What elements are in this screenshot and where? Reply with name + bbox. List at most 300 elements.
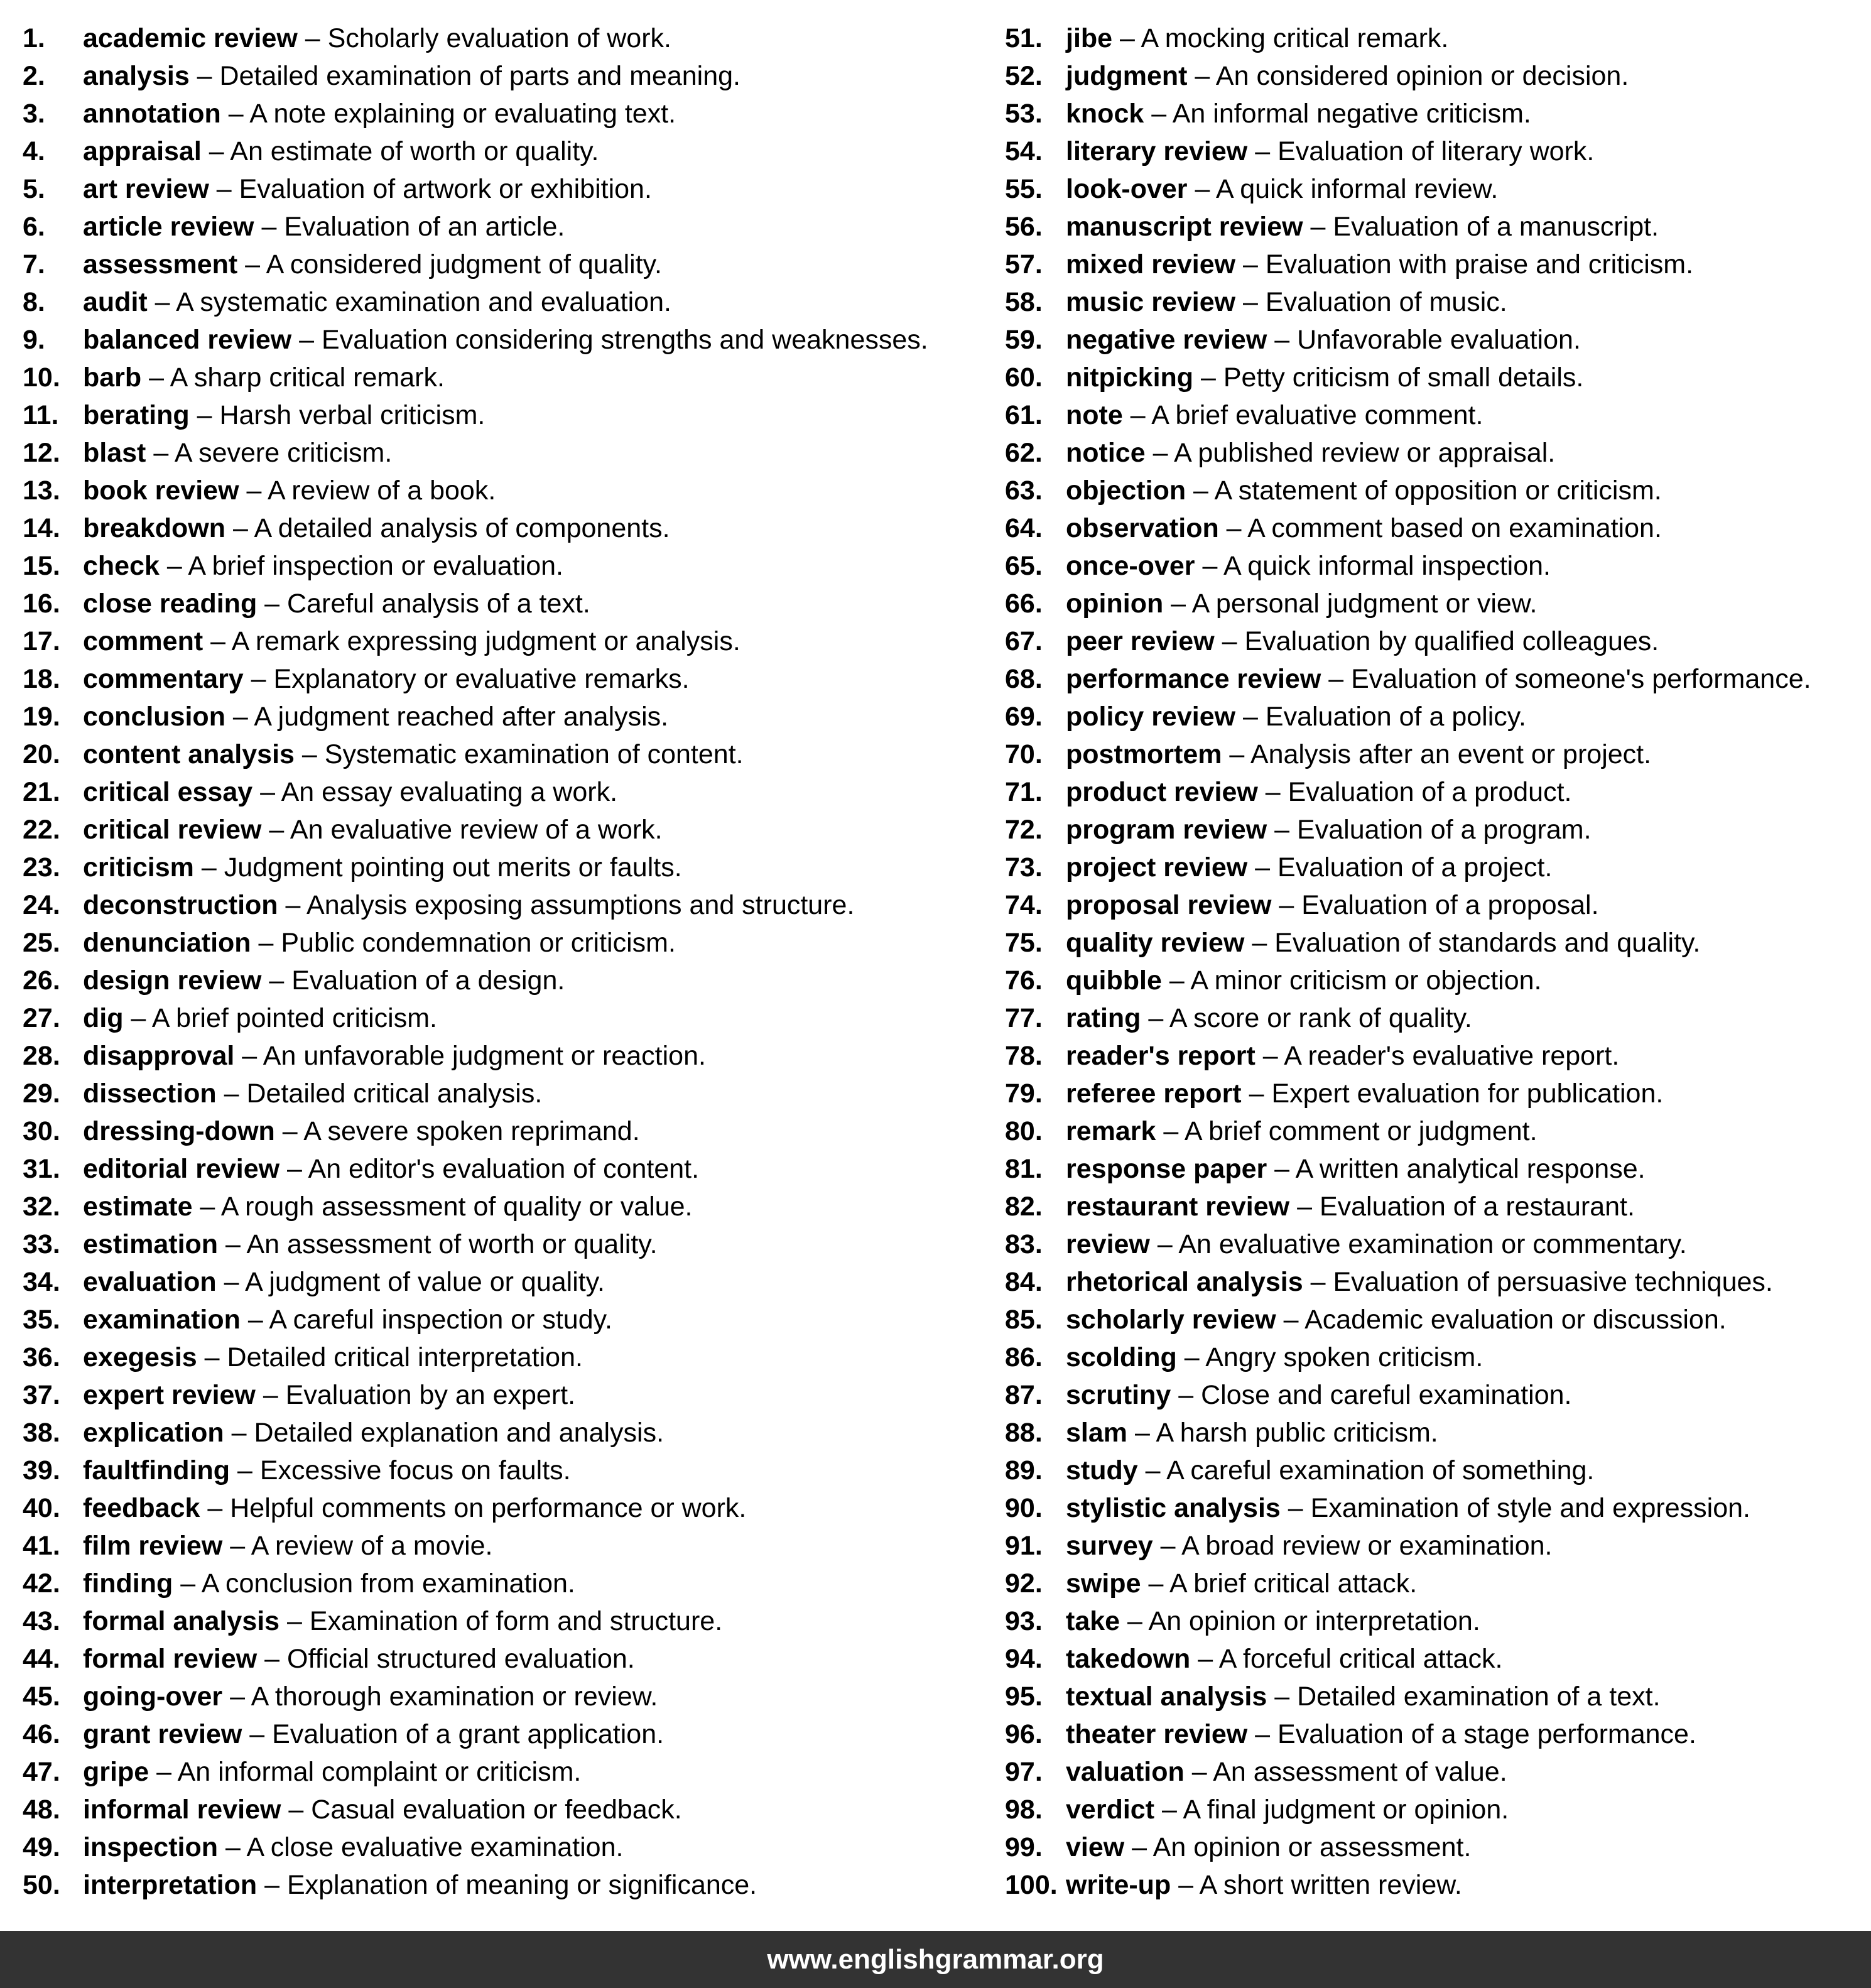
item-definition: Academic evaluation or discussion. xyxy=(1304,1305,1727,1335)
item-definition: A careful inspection or study. xyxy=(269,1305,612,1335)
list-item xyxy=(1005,396,1871,434)
item-separator: – xyxy=(1257,777,1288,807)
item-term: literary review xyxy=(1066,136,1248,166)
item-number: 83. xyxy=(1005,1229,1043,1259)
item-definition: Detailed explanation and analysis. xyxy=(254,1418,664,1448)
item-term: estimate xyxy=(83,1192,193,1222)
item-term: scolding xyxy=(1066,1342,1177,1372)
item-term: editorial review xyxy=(83,1154,280,1184)
item-term: negative review xyxy=(1066,325,1267,355)
item-term: performance review xyxy=(1066,664,1321,694)
item-number: 9. xyxy=(23,325,45,355)
word-list-column-left xyxy=(23,19,1002,1904)
list-item xyxy=(23,283,1002,321)
item-number: 92. xyxy=(1005,1568,1043,1599)
list-item xyxy=(1005,1339,1871,1376)
item-number: 91. xyxy=(1005,1531,1043,1561)
item-separator: – xyxy=(1235,702,1266,732)
item-separator: – xyxy=(1184,1757,1213,1787)
item-definition: Official structured evaluation. xyxy=(287,1644,635,1674)
item-term: design review xyxy=(83,965,262,996)
item-separator: – xyxy=(201,136,230,166)
item-term: blast xyxy=(83,438,146,468)
item-definition: Explanatory or evaluative remarks. xyxy=(273,664,690,694)
list-item xyxy=(23,321,1002,359)
item-term: critical essay xyxy=(83,777,253,807)
item-separator: – xyxy=(141,362,170,393)
item-separator: – xyxy=(225,702,254,732)
item-term: policy review xyxy=(1066,702,1236,732)
item-definition: A harsh public criticism. xyxy=(1156,1418,1438,1448)
item-term: exegesis xyxy=(83,1342,197,1372)
item-definition: A brief pointed criticism. xyxy=(151,1003,437,1033)
item-number: 48. xyxy=(23,1795,60,1825)
list-item xyxy=(1005,1791,1871,1828)
item-number: 11. xyxy=(23,400,59,430)
list-item xyxy=(23,509,1002,547)
item-term: feedback xyxy=(83,1493,200,1523)
item-definition: A rough assessment of quality or value. xyxy=(220,1192,693,1222)
word-list xyxy=(0,19,1871,1904)
item-number: 67. xyxy=(1005,626,1043,656)
item-definition: Detailed critical analysis. xyxy=(246,1078,543,1109)
item-definition: Evaluation of a manuscript. xyxy=(1333,212,1659,242)
item-definition: A systematic examination and evaluation. xyxy=(176,287,671,317)
item-definition: A short written review. xyxy=(1199,1870,1462,1900)
item-definition: A written analytical response. xyxy=(1295,1154,1646,1184)
item-definition: Evaluation of standards and quality. xyxy=(1274,928,1701,958)
item-separator: – xyxy=(216,1078,247,1109)
list-item xyxy=(23,886,1002,924)
item-term: objection xyxy=(1066,475,1186,506)
item-separator: – xyxy=(257,589,288,619)
footer-bar xyxy=(0,1931,1871,1988)
item-definition: A statement of opposition or criticism. xyxy=(1214,475,1662,506)
item-term: evaluation xyxy=(83,1267,217,1297)
item-term: takedown xyxy=(1066,1644,1191,1674)
item-separator: – xyxy=(1145,438,1174,468)
item-definition: A broad review or examination. xyxy=(1181,1531,1553,1561)
item-separator: – xyxy=(1122,400,1152,430)
list-item xyxy=(1005,1640,1871,1678)
item-number: 17. xyxy=(23,626,60,656)
item-term: interpretation xyxy=(83,1870,258,1900)
item-term: conclusion xyxy=(83,702,225,732)
item-definition: Expert evaluation for publication. xyxy=(1271,1078,1664,1109)
item-term: reader's report xyxy=(1066,1041,1255,1071)
item-term: estimation xyxy=(83,1229,219,1259)
item-definition: Evaluation of a policy. xyxy=(1265,702,1527,732)
item-number: 89. xyxy=(1005,1455,1043,1486)
item-separator: – xyxy=(203,626,232,656)
item-number: 74. xyxy=(1005,890,1043,920)
item-definition: Evaluation of persuasive techniques. xyxy=(1333,1267,1773,1297)
item-separator: – xyxy=(278,890,307,920)
item-number: 12. xyxy=(23,438,60,468)
list-item xyxy=(1005,472,1871,509)
item-separator: – xyxy=(1137,1455,1167,1486)
item-number: 93. xyxy=(1005,1606,1043,1636)
item-definition: Analysis after an event or project. xyxy=(1250,739,1652,769)
item-separator: – xyxy=(149,1757,178,1787)
item-term: expert review xyxy=(83,1380,256,1410)
item-term: knock xyxy=(1066,99,1144,129)
item-term: faultfinding xyxy=(83,1455,230,1486)
item-separator: – xyxy=(1154,1795,1183,1825)
item-definition: Examination of style and expression. xyxy=(1310,1493,1750,1523)
list-item xyxy=(1005,1225,1871,1263)
item-definition: An considered opinion or decision. xyxy=(1215,61,1629,91)
list-item xyxy=(1005,509,1871,547)
item-term: audit xyxy=(83,287,148,317)
list-item xyxy=(1005,1188,1871,1225)
item-number: 42. xyxy=(23,1568,60,1599)
item-definition: A careful examination of something. xyxy=(1166,1455,1595,1486)
item-term: assessment xyxy=(83,249,238,280)
item-term: quality review xyxy=(1066,928,1245,958)
list-item xyxy=(1005,698,1871,736)
list-item xyxy=(1005,57,1871,95)
list-item xyxy=(23,19,1002,57)
item-number: 21. xyxy=(23,777,60,807)
item-definition: Excessive focus on faults. xyxy=(259,1455,571,1486)
item-separator: – xyxy=(261,815,290,845)
item-definition: A personal judgment or view. xyxy=(1191,589,1537,619)
item-term: study xyxy=(1066,1455,1138,1486)
list-item xyxy=(1005,585,1871,622)
list-item xyxy=(23,170,1002,208)
item-separator: – xyxy=(218,1832,247,1862)
item-number: 22. xyxy=(23,815,60,845)
list-item xyxy=(23,962,1002,999)
item-number: 72. xyxy=(1005,815,1043,845)
list-item xyxy=(23,736,1002,773)
item-definition: An opinion or assessment. xyxy=(1152,1832,1472,1862)
item-number: 2. xyxy=(23,61,45,91)
item-separator: – xyxy=(1141,1568,1169,1599)
item-definition: A brief comment or judgment. xyxy=(1184,1116,1537,1146)
item-definition: A note explaining or evaluating text. xyxy=(249,99,676,129)
item-number: 69. xyxy=(1005,702,1043,732)
item-definition: Evaluation considering strengths and weaknesses. xyxy=(322,325,928,355)
list-item xyxy=(1005,170,1871,208)
item-definition: Helpful comments on performance or work. xyxy=(230,1493,747,1523)
item-number: 35. xyxy=(23,1305,60,1335)
item-definition: Detailed critical interpretation. xyxy=(227,1342,583,1372)
item-separator: – xyxy=(1244,928,1275,958)
item-number: 59. xyxy=(1005,325,1043,355)
item-term: slam xyxy=(1066,1418,1128,1448)
list-item xyxy=(1005,1753,1871,1791)
list-item xyxy=(1005,660,1871,698)
item-term: check xyxy=(83,551,160,581)
item-definition: A comment based on examination. xyxy=(1247,513,1662,543)
item-number: 60. xyxy=(1005,362,1043,393)
item-definition: A close evaluative examination. xyxy=(246,1832,624,1862)
list-item xyxy=(1005,1565,1871,1602)
item-definition: An essay evaluating a work. xyxy=(281,777,618,807)
item-definition: Evaluation of a restaurant. xyxy=(1319,1192,1635,1222)
item-number: 62. xyxy=(1005,438,1043,468)
item-number: 61. xyxy=(1005,400,1043,430)
item-number: 5. xyxy=(23,174,45,204)
item-number: 68. xyxy=(1005,664,1043,694)
list-item xyxy=(23,622,1002,660)
item-separator: – xyxy=(257,1644,288,1674)
item-number: 19. xyxy=(23,702,60,732)
item-definition: A thorough examination or review. xyxy=(251,1681,658,1712)
item-term: peer review xyxy=(1066,626,1215,656)
list-item xyxy=(1005,1452,1871,1489)
item-definition: A judgment of value or quality. xyxy=(245,1267,605,1297)
item-separator: – xyxy=(255,1380,286,1410)
list-item xyxy=(1005,1602,1871,1640)
item-separator: – xyxy=(220,99,250,129)
item-term: going-over xyxy=(83,1681,223,1712)
item-separator: – xyxy=(146,438,175,468)
item-number: 57. xyxy=(1005,249,1043,280)
item-term: proposal review xyxy=(1066,890,1272,920)
item-separator: – xyxy=(1141,1003,1169,1033)
item-term: theater review xyxy=(1066,1719,1248,1749)
item-number: 82. xyxy=(1005,1192,1043,1222)
item-separator: – xyxy=(225,513,254,543)
item-number: 31. xyxy=(23,1154,60,1184)
list-item xyxy=(1005,434,1871,472)
list-item xyxy=(23,1791,1002,1828)
item-separator: – xyxy=(254,212,285,242)
item-separator: – xyxy=(209,174,239,204)
item-definition: A brief inspection or evaluation. xyxy=(188,551,563,581)
item-definition: An unfavorable judgment or reaction. xyxy=(263,1041,706,1071)
list-item xyxy=(23,1602,1002,1640)
item-term: art review xyxy=(83,174,209,204)
item-number: 20. xyxy=(23,739,60,769)
item-term: explication xyxy=(83,1418,224,1448)
item-number: 70. xyxy=(1005,739,1043,769)
item-term: dig xyxy=(83,1003,124,1033)
item-separator: – xyxy=(147,287,176,317)
item-term: analysis xyxy=(83,61,190,91)
list-item xyxy=(1005,1828,1871,1866)
item-definition: An assessment of value. xyxy=(1213,1757,1507,1787)
item-number: 75. xyxy=(1005,928,1043,958)
item-number: 98. xyxy=(1005,1795,1043,1825)
item-separator: – xyxy=(1247,1719,1278,1749)
item-number: 40. xyxy=(23,1493,60,1523)
item-term: critical review xyxy=(83,815,262,845)
list-item xyxy=(23,1414,1002,1452)
item-number: 47. xyxy=(23,1757,60,1787)
list-item xyxy=(1005,924,1871,962)
item-term: formal analysis xyxy=(83,1606,280,1636)
item-separator: – xyxy=(279,1154,308,1184)
list-item xyxy=(23,1188,1002,1225)
list-item xyxy=(23,773,1002,811)
item-term: survey xyxy=(1066,1531,1153,1561)
item-definition: Evaluation of a program. xyxy=(1297,815,1592,845)
item-definition: An evaluative examination or commentary. xyxy=(1178,1229,1687,1259)
item-term: formal review xyxy=(83,1644,258,1674)
item-definition: A detailed analysis of components. xyxy=(254,513,670,543)
list-item xyxy=(1005,208,1871,246)
item-number: 25. xyxy=(23,928,60,958)
item-separator: – xyxy=(1241,1078,1272,1109)
item-separator: – xyxy=(1267,325,1298,355)
item-separator: – xyxy=(1267,815,1298,845)
item-definition: A forceful critical attack. xyxy=(1218,1644,1503,1674)
item-separator: – xyxy=(279,1606,310,1636)
item-definition: Evaluation of a project. xyxy=(1277,852,1553,883)
item-separator: – xyxy=(257,1870,287,1900)
item-definition: An informal complaint or criticism. xyxy=(177,1757,582,1787)
list-item xyxy=(1005,95,1871,133)
item-definition: Evaluation of music. xyxy=(1265,287,1507,317)
item-number: 76. xyxy=(1005,965,1043,996)
list-item xyxy=(23,434,1002,472)
footer-url: www.englishgrammar.org xyxy=(767,1944,1104,1975)
item-number: 41. xyxy=(23,1531,60,1561)
item-separator: – xyxy=(1120,1606,1149,1636)
item-separator: – xyxy=(1255,1041,1284,1071)
item-separator: – xyxy=(1186,475,1215,506)
item-term: jibe xyxy=(1066,23,1113,53)
list-item xyxy=(23,472,1002,509)
item-term: inspection xyxy=(83,1832,219,1862)
item-number: 6. xyxy=(23,212,45,242)
item-number: 27. xyxy=(23,1003,60,1033)
item-separator: – xyxy=(243,664,274,694)
item-definition: A mocking critical remark. xyxy=(1141,23,1449,53)
item-term: commentary xyxy=(83,664,244,694)
list-item xyxy=(1005,886,1871,924)
item-definition: Evaluation of a stage performance. xyxy=(1277,1719,1696,1749)
list-item xyxy=(23,1376,1002,1414)
item-number: 37. xyxy=(23,1380,60,1410)
item-number: 1. xyxy=(23,23,45,53)
list-item xyxy=(1005,849,1871,886)
item-separator: – xyxy=(1171,1870,1200,1900)
item-term: review xyxy=(1066,1229,1150,1259)
item-number: 30. xyxy=(23,1116,60,1146)
item-number: 77. xyxy=(1005,1003,1043,1033)
item-term: textual analysis xyxy=(1066,1681,1267,1712)
item-term: program review xyxy=(1066,815,1267,845)
item-separator: – xyxy=(1235,287,1266,317)
item-number: 29. xyxy=(23,1078,60,1109)
item-term: product review xyxy=(1066,777,1258,807)
item-separator: – xyxy=(251,928,281,958)
item-separator: – xyxy=(1247,136,1278,166)
item-definition: A conclusion from examination. xyxy=(201,1568,575,1599)
item-definition: A score or rank of quality. xyxy=(1169,1003,1472,1033)
list-item xyxy=(23,1301,1002,1339)
list-item xyxy=(23,1339,1002,1376)
item-term: swipe xyxy=(1066,1568,1141,1599)
item-definition: A considered judgment of quality. xyxy=(266,249,662,280)
item-separator: – xyxy=(1161,965,1191,996)
list-item xyxy=(1005,321,1871,359)
list-item xyxy=(1005,283,1871,321)
item-number: 88. xyxy=(1005,1418,1043,1448)
item-separator: – xyxy=(218,1229,247,1259)
item-definition: Evaluation of a product. xyxy=(1288,777,1572,807)
list-item xyxy=(23,57,1002,95)
item-number: 64. xyxy=(1005,513,1043,543)
item-definition: An opinion or interpretation. xyxy=(1148,1606,1480,1636)
item-definition: Close and careful examination. xyxy=(1201,1380,1572,1410)
item-term: postmortem xyxy=(1066,739,1222,769)
item-number: 94. xyxy=(1005,1644,1043,1674)
item-number: 97. xyxy=(1005,1757,1043,1787)
item-number: 23. xyxy=(23,852,60,883)
item-separator: – xyxy=(1112,23,1141,53)
item-definition: Evaluation of a grant application. xyxy=(272,1719,664,1749)
item-definition: Evaluation by qualified colleagues. xyxy=(1244,626,1659,656)
list-item xyxy=(23,1828,1002,1866)
list-item xyxy=(1005,547,1871,585)
list-item xyxy=(23,698,1002,736)
item-number: 50. xyxy=(23,1870,60,1900)
list-item xyxy=(23,1753,1002,1791)
item-separator: – xyxy=(1289,1192,1320,1222)
list-item xyxy=(23,1452,1002,1489)
item-term: denunciation xyxy=(83,928,251,958)
item-separator: – xyxy=(1144,99,1173,129)
item-number: 100. xyxy=(1005,1870,1058,1900)
item-separator: – xyxy=(261,965,292,996)
list-item xyxy=(1005,962,1871,999)
list-item xyxy=(23,1866,1002,1904)
item-term: content analysis xyxy=(83,739,295,769)
item-separator: – xyxy=(1214,626,1245,656)
item-separator: – xyxy=(1222,739,1250,769)
item-term: grant review xyxy=(83,1719,242,1749)
item-separator: – xyxy=(252,777,281,807)
item-number: 10. xyxy=(23,362,60,393)
item-number: 3. xyxy=(23,99,45,129)
item-term: dressing-down xyxy=(83,1116,275,1146)
item-term: valuation xyxy=(1066,1757,1185,1787)
item-number: 86. xyxy=(1005,1342,1043,1372)
item-separator: – xyxy=(193,852,224,883)
item-separator: – xyxy=(192,1192,221,1222)
item-definition: Detailed examination of parts and meaning. xyxy=(219,61,740,91)
item-separator: – xyxy=(1171,1380,1201,1410)
item-number: 13. xyxy=(23,475,60,506)
list-item xyxy=(1005,1150,1871,1188)
item-definition: A sharp critical remark. xyxy=(170,362,445,393)
item-definition: An estimate of worth or quality. xyxy=(230,136,599,166)
item-number: 85. xyxy=(1005,1305,1043,1335)
item-separator: – xyxy=(173,1568,202,1599)
list-item xyxy=(23,660,1002,698)
item-number: 32. xyxy=(23,1192,60,1222)
item-term: opinion xyxy=(1066,589,1164,619)
item-term: scholarly review xyxy=(1066,1305,1276,1335)
item-separator: – xyxy=(1247,852,1277,883)
item-term: look-over xyxy=(1066,174,1188,204)
item-definition: Examination of form and structure. xyxy=(309,1606,723,1636)
list-item xyxy=(1005,1678,1871,1715)
item-number: 18. xyxy=(23,664,60,694)
item-definition: Angry spoken criticism. xyxy=(1205,1342,1483,1372)
list-item xyxy=(23,1150,1002,1188)
list-item xyxy=(23,547,1002,585)
list-item xyxy=(1005,1489,1871,1527)
item-separator: – xyxy=(197,1342,227,1372)
item-term: berating xyxy=(83,400,190,430)
